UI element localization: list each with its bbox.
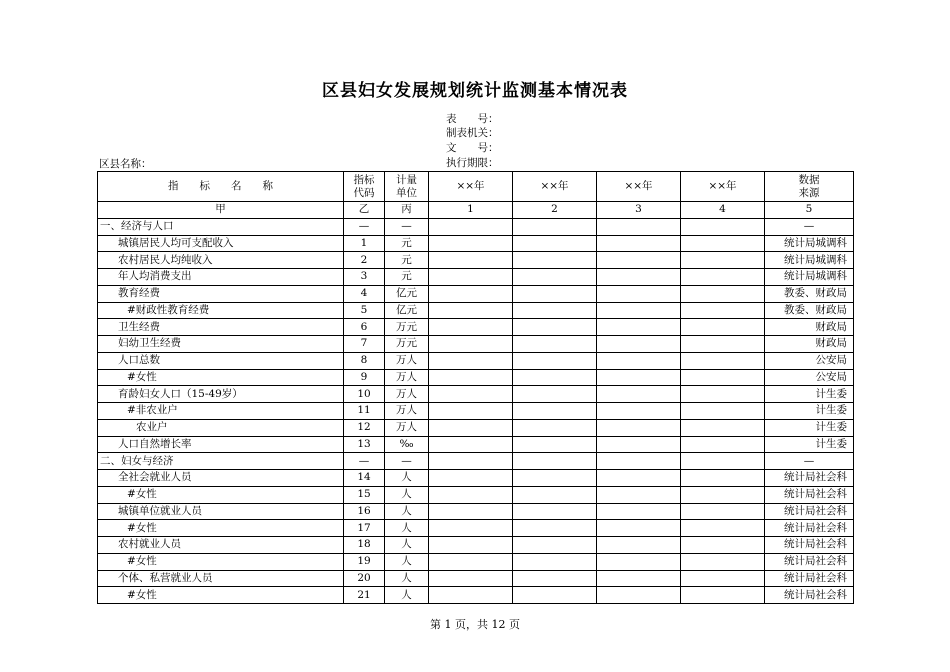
row-source: 教委、财政局 <box>765 302 854 319</box>
row-name: 人口总数 <box>98 352 344 369</box>
row-value-cell <box>513 319 597 336</box>
row-value-cell <box>597 235 681 252</box>
table-row <box>98 470 854 487</box>
index-year-1: 1 <box>429 202 513 219</box>
row-value-cell <box>513 570 597 587</box>
row-name: #女性 <box>98 587 344 604</box>
row-code: 13 <box>344 436 385 453</box>
row-unit: 万人 <box>385 386 429 403</box>
row-code: 21 <box>344 587 385 604</box>
row-name: 一、经济与人口 <box>98 218 344 235</box>
row-source: — <box>765 453 854 470</box>
row-source: — <box>765 218 854 235</box>
row-value-cell <box>429 302 513 319</box>
row-value-cell <box>513 486 597 503</box>
row-value-cell <box>513 269 597 286</box>
row-code: 15 <box>344 486 385 503</box>
row-source: 财政局 <box>765 336 854 353</box>
row-unit: 万人 <box>385 369 429 386</box>
row-value-cell <box>597 453 681 470</box>
row-value-cell <box>429 369 513 386</box>
row-source: 统计局城调科 <box>765 235 854 252</box>
row-value-cell <box>429 453 513 470</box>
row-value-cell <box>429 436 513 453</box>
row-value-cell <box>429 486 513 503</box>
row-value-cell <box>597 218 681 235</box>
row-unit: 人 <box>385 520 429 537</box>
index-code: 乙 <box>344 202 385 219</box>
header-year-3: ××年 <box>597 172 681 202</box>
index-name: 甲 <box>98 202 344 219</box>
row-value-cell <box>681 470 765 487</box>
table-row <box>98 453 854 470</box>
row-code: 17 <box>344 520 385 537</box>
row-value-cell <box>429 285 513 302</box>
row-code: 20 <box>344 570 385 587</box>
row-value-cell <box>513 369 597 386</box>
row-code: 3 <box>344 269 385 286</box>
row-name: #女性 <box>98 520 344 537</box>
table-row <box>98 369 854 386</box>
header-name: 指 标 名 称 <box>98 172 344 202</box>
header-year-4: ××年 <box>681 172 765 202</box>
row-value-cell <box>597 252 681 269</box>
row-code: — <box>344 453 385 470</box>
index-unit: 丙 <box>385 202 429 219</box>
row-value-cell <box>429 403 513 420</box>
row-code: 8 <box>344 352 385 369</box>
row-code: 12 <box>344 419 385 436</box>
row-unit: 万人 <box>385 403 429 420</box>
row-unit: 元 <box>385 235 429 252</box>
table-row <box>98 386 854 403</box>
row-source: 财政局 <box>765 319 854 336</box>
row-value-cell <box>597 470 681 487</box>
row-value-cell <box>429 520 513 537</box>
row-value-cell <box>429 235 513 252</box>
meta-valid-period: 执行期限： <box>446 157 499 169</box>
row-value-cell <box>681 403 765 420</box>
header-row <box>98 172 854 202</box>
row-value-cell <box>597 319 681 336</box>
row-value-cell <box>429 419 513 436</box>
row-value-cell <box>597 537 681 554</box>
row-source: 计生委 <box>765 436 854 453</box>
row-name: #女性 <box>98 369 344 386</box>
meta-doc-no: 文 号： <box>446 142 499 154</box>
table-row <box>98 486 854 503</box>
row-code: 4 <box>344 285 385 302</box>
row-value-cell <box>681 486 765 503</box>
row-unit: 万人 <box>385 352 429 369</box>
row-value-cell <box>597 486 681 503</box>
row-value-cell <box>681 252 765 269</box>
meta-issuer: 制表机关： <box>446 127 499 139</box>
table-row <box>98 302 854 319</box>
row-code: 6 <box>344 319 385 336</box>
row-unit: 人 <box>385 570 429 587</box>
row-name: 农业户 <box>98 419 344 436</box>
meta-table-no: 表 号： <box>446 113 499 125</box>
row-value-cell <box>513 537 597 554</box>
table-row <box>98 436 854 453</box>
row-value-cell <box>513 587 597 604</box>
row-name: 卫生经费 <box>98 319 344 336</box>
row-value-cell <box>429 218 513 235</box>
row-value-cell <box>513 218 597 235</box>
page-footer: 第 1 页，共 12 页 <box>430 618 520 631</box>
row-source: 公安局 <box>765 352 854 369</box>
row-unit: 万元 <box>385 319 429 336</box>
row-value-cell <box>597 369 681 386</box>
row-value-cell <box>429 587 513 604</box>
header-year-2: ××年 <box>513 172 597 202</box>
row-unit: 人 <box>385 537 429 554</box>
row-value-cell <box>513 302 597 319</box>
row-value-cell <box>513 419 597 436</box>
header-unit: 计量 单位 <box>385 172 429 202</box>
row-value-cell <box>681 235 765 252</box>
index-year-2: 2 <box>513 202 597 219</box>
row-unit: 人 <box>385 553 429 570</box>
row-source: 统计局社会科 <box>765 587 854 604</box>
row-code: 5 <box>344 302 385 319</box>
table-row <box>98 587 854 604</box>
row-name: 二、妇女与经济 <box>98 453 344 470</box>
row-value-cell <box>429 269 513 286</box>
table-row <box>98 252 854 269</box>
row-value-cell <box>597 436 681 453</box>
statistics-table <box>97 171 854 604</box>
row-value-cell <box>429 503 513 520</box>
row-value-cell <box>597 403 681 420</box>
row-source: 统计局社会科 <box>765 553 854 570</box>
row-value-cell <box>513 403 597 420</box>
index-year-3: 3 <box>597 202 681 219</box>
row-name: 妇幼卫生经费 <box>98 336 344 353</box>
row-value-cell <box>513 285 597 302</box>
row-source: 统计局社会科 <box>765 520 854 537</box>
table-row <box>98 419 854 436</box>
index-year-4: 4 <box>681 202 765 219</box>
row-value-cell <box>597 419 681 436</box>
row-value-cell <box>513 470 597 487</box>
row-value-cell <box>429 537 513 554</box>
row-name: 人口自然增长率 <box>98 436 344 453</box>
row-value-cell <box>681 453 765 470</box>
row-name: #女性 <box>98 553 344 570</box>
row-value-cell <box>597 503 681 520</box>
row-name: 农村居民人均纯收入 <box>98 252 344 269</box>
row-value-cell <box>681 503 765 520</box>
row-code: 2 <box>344 252 385 269</box>
row-unit: 元 <box>385 252 429 269</box>
header-code: 指标 代码 <box>344 172 385 202</box>
row-code: 7 <box>344 336 385 353</box>
row-code: 9 <box>344 369 385 386</box>
row-name: 教育经费 <box>98 285 344 302</box>
row-unit: 人 <box>385 503 429 520</box>
row-value-cell <box>681 386 765 403</box>
row-value-cell <box>429 570 513 587</box>
row-name: #非农业户 <box>98 403 344 420</box>
row-name: 年人均消费支出 <box>98 269 344 286</box>
row-value-cell <box>681 369 765 386</box>
table-row <box>98 269 854 286</box>
table-row <box>98 352 854 369</box>
table-row <box>98 503 854 520</box>
row-code: 19 <box>344 553 385 570</box>
row-unit: 元 <box>385 269 429 286</box>
table-row <box>98 285 854 302</box>
row-code: 18 <box>344 537 385 554</box>
row-unit: 人 <box>385 587 429 604</box>
row-value-cell <box>429 252 513 269</box>
row-code: 1 <box>344 235 385 252</box>
table-row <box>98 403 854 420</box>
row-code: 10 <box>344 386 385 403</box>
row-name: 育龄妇女人口（15-49岁） <box>98 386 344 403</box>
row-unit: 人 <box>385 486 429 503</box>
row-name: 农村就业人员 <box>98 537 344 554</box>
row-code: — <box>344 218 385 235</box>
row-value-cell <box>597 553 681 570</box>
row-source: 计生委 <box>765 419 854 436</box>
row-value-cell <box>597 269 681 286</box>
row-unit: — <box>385 218 429 235</box>
row-value-cell <box>429 386 513 403</box>
row-source: 统计局城调科 <box>765 252 854 269</box>
table-row <box>98 235 854 252</box>
row-source: 计生委 <box>765 403 854 420</box>
row-source: 教委、财政局 <box>765 285 854 302</box>
row-value-cell <box>681 218 765 235</box>
row-unit: — <box>385 453 429 470</box>
row-value-cell <box>513 252 597 269</box>
row-source: 统计局社会科 <box>765 486 854 503</box>
row-value-cell <box>513 436 597 453</box>
row-name: 城镇居民人均可支配收入 <box>98 235 344 252</box>
row-unit: 万元 <box>385 336 429 353</box>
row-source: 统计局社会科 <box>765 537 854 554</box>
row-unit: 万人 <box>385 419 429 436</box>
header-source: 数据 来源 <box>765 172 854 202</box>
row-value-cell <box>513 235 597 252</box>
row-code: 11 <box>344 403 385 420</box>
row-source: 统计局社会科 <box>765 470 854 487</box>
row-unit: 亿元 <box>385 302 429 319</box>
table-row <box>98 319 854 336</box>
row-value-cell <box>597 336 681 353</box>
row-source: 计生委 <box>765 386 854 403</box>
row-value-cell <box>597 587 681 604</box>
row-value-cell <box>681 570 765 587</box>
row-source: 统计局社会科 <box>765 570 854 587</box>
row-value-cell <box>513 520 597 537</box>
row-unit: 人 <box>385 470 429 487</box>
row-value-cell <box>429 470 513 487</box>
row-value-cell <box>597 302 681 319</box>
row-value-cell <box>681 553 765 570</box>
row-value-cell <box>681 336 765 353</box>
table-row <box>98 570 854 587</box>
row-value-cell <box>429 553 513 570</box>
row-value-cell <box>597 520 681 537</box>
page-title: 区县妇女发展规划统计监测基本情况表 <box>322 81 628 101</box>
table-body <box>98 218 854 603</box>
row-value-cell <box>513 336 597 353</box>
table-row <box>98 537 854 554</box>
table-row <box>98 520 854 537</box>
row-value-cell <box>597 570 681 587</box>
row-value-cell <box>681 419 765 436</box>
row-code: 16 <box>344 503 385 520</box>
region-name-label: 区县名称： <box>99 158 152 170</box>
row-value-cell <box>681 537 765 554</box>
row-value-cell <box>681 520 765 537</box>
row-value-cell <box>681 436 765 453</box>
row-value-cell <box>681 319 765 336</box>
row-value-cell <box>429 319 513 336</box>
row-source: 统计局社会科 <box>765 503 854 520</box>
index-source: 5 <box>765 202 854 219</box>
table-row <box>98 336 854 353</box>
row-code: 14 <box>344 470 385 487</box>
row-value-cell <box>597 285 681 302</box>
row-value-cell <box>513 386 597 403</box>
header-year-1: ××年 <box>429 172 513 202</box>
row-value-cell <box>513 503 597 520</box>
row-name: 个体、私营就业人员 <box>98 570 344 587</box>
row-source: 统计局城调科 <box>765 269 854 286</box>
row-name: #财政性教育经费 <box>98 302 344 319</box>
row-value-cell <box>681 352 765 369</box>
row-value-cell <box>429 336 513 353</box>
row-value-cell <box>681 285 765 302</box>
row-value-cell <box>681 587 765 604</box>
row-value-cell <box>513 352 597 369</box>
row-value-cell <box>513 553 597 570</box>
row-name: 全社会就业人员 <box>98 470 344 487</box>
table-row <box>98 218 854 235</box>
row-unit: ‰ <box>385 436 429 453</box>
table-row <box>98 553 854 570</box>
row-value-cell <box>597 352 681 369</box>
row-value-cell <box>513 453 597 470</box>
row-source: 公安局 <box>765 369 854 386</box>
header-index-row <box>98 202 854 219</box>
row-value-cell <box>681 302 765 319</box>
row-name: 城镇单位就业人员 <box>98 503 344 520</box>
row-value-cell <box>597 386 681 403</box>
row-name: #女性 <box>98 486 344 503</box>
row-value-cell <box>681 269 765 286</box>
row-value-cell <box>429 352 513 369</box>
row-unit: 亿元 <box>385 285 429 302</box>
